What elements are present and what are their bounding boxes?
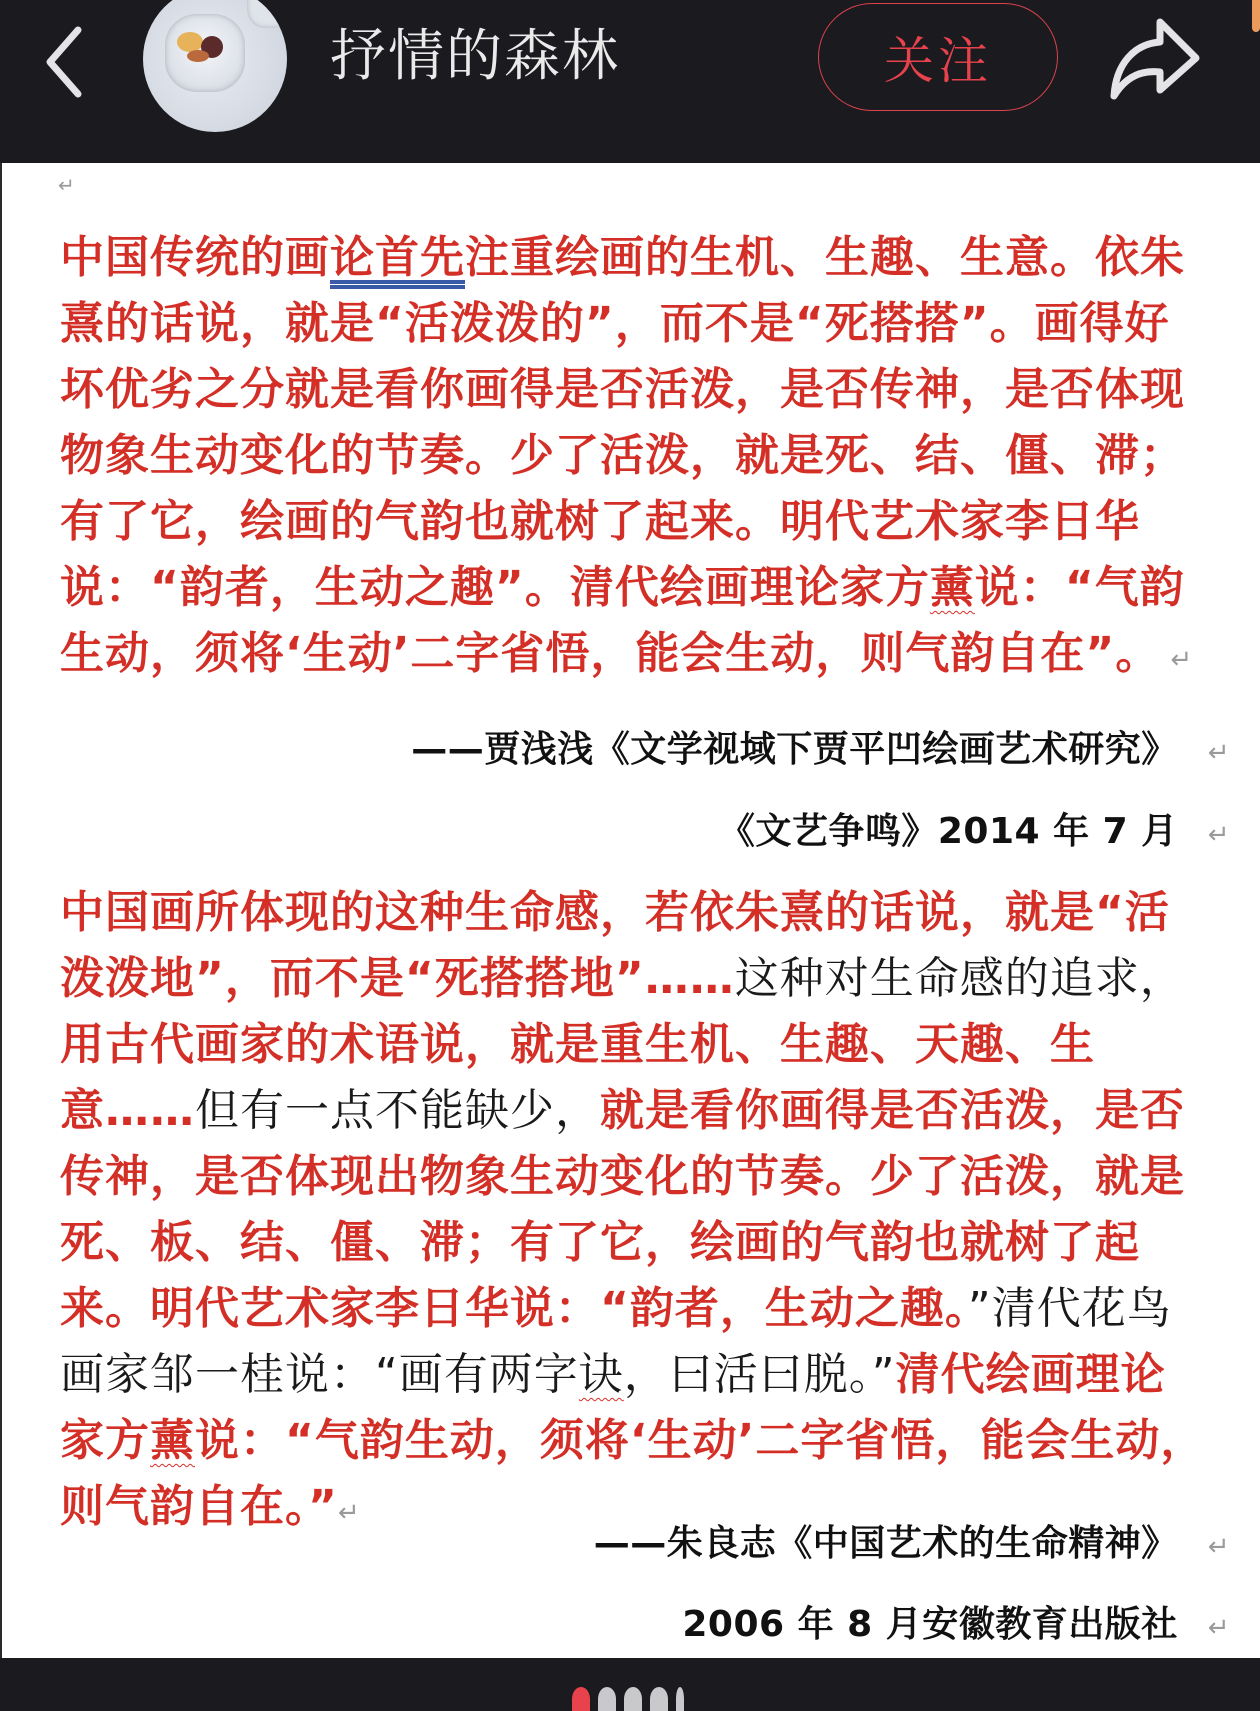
text-run: 就是看你画得是否活泼，是否传神，是否体现出物象生动变化的节奏。少了活泼，就是死、板、结、僵、滞；有了它，绘画的气韵也就树了起来。明代艺术家李日华说：“韵者，生动之趣。	[60, 1085, 1185, 1334]
quote-paragraph-2	[60, 880, 1210, 1546]
paragraph-mark-icon: ↵	[337, 1498, 361, 1528]
pager-dot-active[interactable]	[572, 1687, 590, 1711]
text-run-plain: ，曰活曰脱。”	[623, 1349, 896, 1400]
paragraph-mark-icon: ↵	[1170, 645, 1194, 675]
citation-text: ——朱良志《中国艺术的生命精神》	[593, 1523, 1178, 1564]
share-arrow-icon	[1106, 14, 1202, 100]
text-run: 说：“气韵生动，须将‘生动’二字省悟，能会生动，则气韵自在。”	[60, 1415, 1206, 1532]
text-run: 清代绘画理论家方	[60, 1349, 1166, 1466]
pager-dot[interactable]	[650, 1687, 668, 1711]
paragraph-mark-icon: ↵	[1207, 1613, 1230, 1643]
text-run: 中国画所体现的这种生命感，若依朱熹的话说，就是“活泼泼地”，而不是“死搭搭地”……	[60, 887, 1170, 1004]
edge-indicator	[1252, 0, 1260, 32]
citation-author-1	[411, 721, 1230, 772]
avatar[interactable]	[143, 0, 287, 132]
text-run-plain: 但有一点不能缺少，	[195, 1085, 600, 1136]
document-image	[0, 163, 1260, 1658]
text-run-plain: ”清代花鸟画家邹一桂说：“画有两字	[60, 1283, 1172, 1400]
citation-source-1	[719, 803, 1230, 854]
follow-button[interactable]: 关注	[818, 3, 1058, 111]
avatar-image-detail	[177, 32, 203, 52]
text-run: 中国传统的画	[60, 232, 330, 283]
citation-text: 《文艺争鸣》2014 年 7 月	[718, 811, 1178, 852]
top-nav-bar	[0, 0, 1260, 163]
pager-dot[interactable]	[598, 1687, 616, 1711]
paragraph-mark-icon: ↵	[1207, 820, 1230, 850]
text-run-plain: 这种对生命感的追求，	[734, 953, 1185, 1004]
share-button[interactable]	[1106, 14, 1202, 100]
text-run: 用古代画家的术语说，就是重生机、生趣、天趣、生意……	[60, 1019, 1095, 1136]
citation-text: 2006 年 8 月安徽教育出版社	[682, 1604, 1178, 1645]
citation-source-2	[682, 1596, 1230, 1647]
text-run: 说：“气韵生动，须将‘生动’二字省悟，能会生动，则气韵自在”。	[60, 562, 1185, 679]
username[interactable]: 抒情的森林	[330, 24, 620, 89]
chevron-left-icon	[40, 22, 100, 102]
avatar-image-detail	[247, 0, 287, 28]
citation-author-2	[594, 1515, 1230, 1566]
back-button[interactable]	[40, 22, 100, 102]
pager-dot[interactable]	[624, 1687, 642, 1711]
text-run-spellcheck: 薰	[929, 562, 975, 613]
paragraph-mark-icon: ↵	[58, 173, 75, 197]
paragraph-mark-icon: ↵	[1207, 738, 1230, 768]
paragraph-mark-icon: ↵	[1207, 1532, 1230, 1562]
pager-dot[interactable]	[676, 1687, 684, 1711]
text-run-spellcheck: 薰	[150, 1415, 195, 1466]
text-run-underlined: 论首先	[330, 232, 465, 283]
text-run-spellcheck: 诀	[578, 1349, 624, 1400]
citation-text: ——贾浅浅《文学视域下贾平凹绘画艺术研究》	[411, 729, 1178, 770]
text-run: 注重绘画的生机、生趣、生意。依朱熹的话说，就是“活泼泼的”，而不是“死搭搭”。画得好坏优劣之分就是看你画得是否活泼，是否传神，是否体现物象生动变化的节奏。少了活泼，就是死、结、僵、滞；有了它，绘画的气韵也就树了起来。明代艺术家李日华说：“韵者，生动之趣”。清代绘画理论家方	[60, 232, 1185, 613]
avatar-image-detail	[187, 50, 209, 62]
quote-paragraph-1	[60, 225, 1210, 693]
image-pager-dots[interactable]	[572, 1687, 684, 1711]
